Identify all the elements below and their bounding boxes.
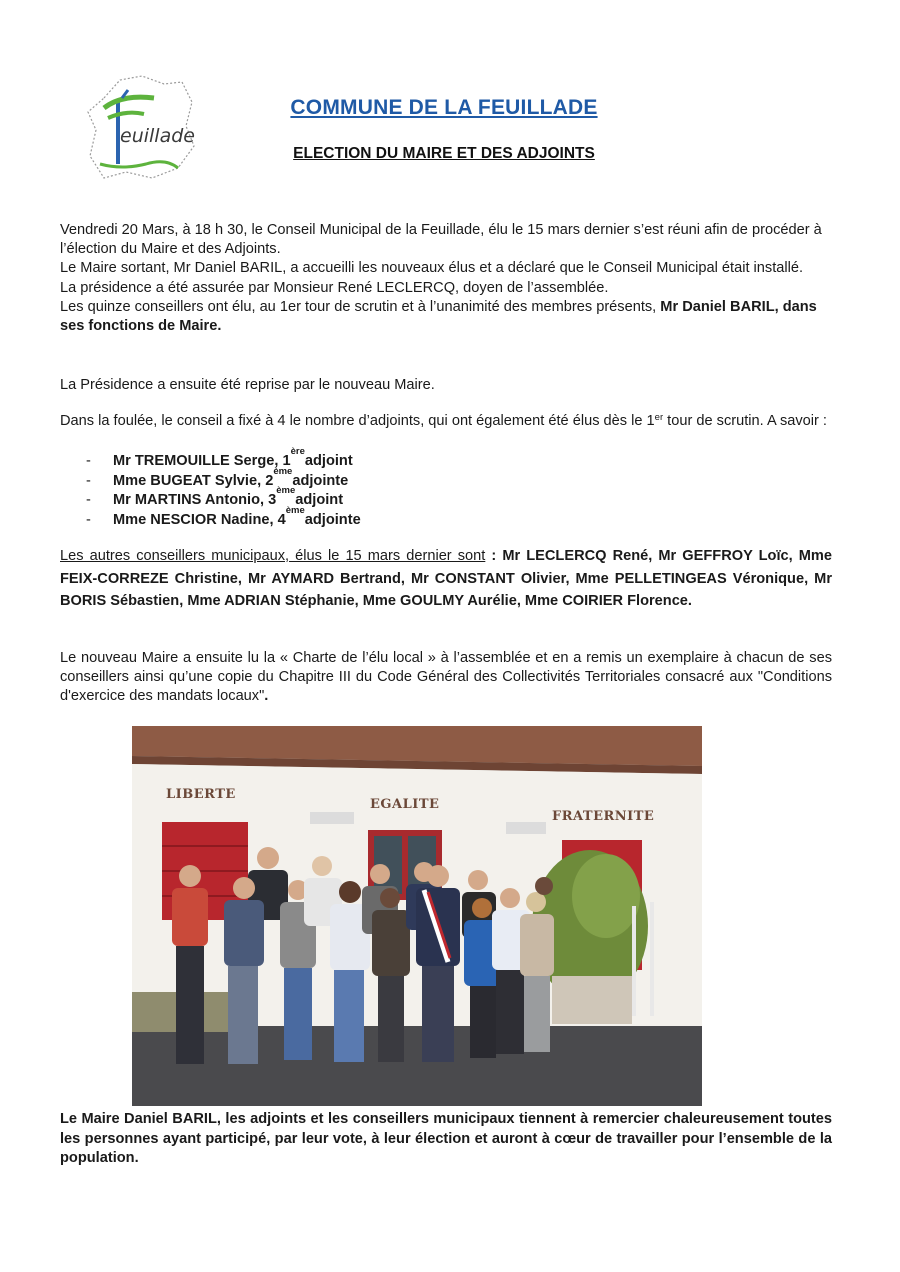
intro-line-2: Le Maire sortant, Mr Daniel BARIL, a accueilli les nouveaux élus et a déclaré que le Conseil Municipal était installé. bbox=[60, 260, 804, 277]
list-dash: - bbox=[86, 511, 91, 528]
adjoint-role: adjoint bbox=[304, 453, 353, 469]
charte-paragraph bbox=[60, 649, 832, 707]
conseillers-separator: : bbox=[485, 548, 503, 564]
presidence-paragraph: La Présidence a ensuite été reprise par le nouveau Maire. bbox=[60, 377, 435, 393]
page-title: COMMUNE DE LA FEUILLADE bbox=[290, 96, 598, 119]
adjoint-name: Mme BUGEAT Sylvie, 2 bbox=[113, 472, 274, 489]
list-item bbox=[86, 446, 361, 472]
list-dash: - bbox=[86, 472, 91, 489]
list-item bbox=[86, 485, 361, 511]
adjoint-sup: ème bbox=[276, 485, 296, 496]
charte-end: . bbox=[264, 688, 269, 705]
wall-word-fraternite: FRATERNITE bbox=[552, 809, 655, 824]
adjoint-name: Mr MARTINS Antonio, 3 bbox=[113, 492, 277, 508]
adjoint-sup: ème bbox=[273, 465, 293, 477]
wall-word-liberte: LIBERTE bbox=[166, 787, 236, 802]
intro-paragraph bbox=[60, 221, 832, 336]
conseillers-paragraph bbox=[60, 545, 832, 613]
adjoint-name: Mme NESCIOR Nadine, 4 bbox=[113, 511, 286, 528]
adjoint-sup: ère bbox=[290, 446, 305, 457]
adjoint-role: adjointe bbox=[292, 472, 349, 489]
intro-line-4-bold: Mr Daniel BARIL, dans ses fonctions de Maire. bbox=[60, 298, 817, 335]
group-photo-illustration bbox=[132, 726, 702, 1106]
list-item bbox=[86, 504, 361, 531]
closing-paragraph: Le Maire Daniel BARIL, les adjoints et les conseillers municipaux tiennent à remercier chaleureusement toutes les personnes ayant participé, par leur vote, à leur élection et auront à cœur de travailler pour l’ensemble de la population. bbox=[60, 1111, 832, 1167]
list-item bbox=[86, 465, 361, 492]
adjoints-intro-paragraph bbox=[60, 412, 832, 431]
conseillers-names: Mr LECLERCQ René, Mr GEFFROY Loïc, Mme FEIX-CORREZE Christine, Mr AYMARD Bertrand, Mr CONSTANT Olivier, Mme PELLETINGEAS Véronique, Mr BORIS Sébastien, Mme ADRIAN Stéphanie, Mme GOULMY Aurélie, Mme COIRIER Florence. bbox=[60, 548, 832, 610]
list-dash: - bbox=[86, 453, 91, 469]
page-subtitle: ELECTION DU MAIRE ET DES ADJOINTS bbox=[293, 145, 595, 162]
intro-line-1: Vendredi 20 Mars, à 18 h 30, le Conseil Municipal de la Feuillade, élu le 15 mars dernier s’est réuni afin de procéder à l’élection du Maire et des Adjoints. bbox=[60, 222, 822, 258]
group-photo bbox=[132, 726, 702, 1106]
logo-text: euillade bbox=[120, 125, 195, 147]
adjoint-name: Mr TREMOUILLE Serge, 1 bbox=[113, 453, 291, 469]
adjoints-intro-before: Dans la foulée, le conseil a fixé à 4 le nombre d’adjoints, qui ont également été élus dès le 1 bbox=[60, 413, 655, 429]
conseillers-label: Les autres conseillers municipaux, élus le 15 mars dernier sont bbox=[60, 548, 486, 564]
adjoints-intro-after: tour de scrutin. A savoir : bbox=[663, 413, 827, 429]
adjoints-list bbox=[86, 446, 361, 530]
adjoint-sup: ème bbox=[285, 504, 305, 516]
list-dash: - bbox=[86, 492, 91, 508]
adjoints-intro-sup: er bbox=[654, 412, 664, 423]
adjoint-role: adjointe bbox=[304, 511, 361, 528]
intro-line-4 bbox=[60, 298, 832, 336]
logo-graphic bbox=[82, 68, 200, 186]
adjoint-role: adjoint bbox=[295, 492, 344, 508]
charte-text: Le nouveau Maire a ensuite lu la « Charte de l’élu local » à l’assemblée et en a remis un exemplaire à chacun de ses conseillers ainsi qu’une copie du Chapitre III du Code Général des Collectivités Territoriales consacré aux "Conditions d'exercice des mandats locaux" bbox=[60, 650, 832, 705]
intro-line-3: La présidence a été assurée par Monsieur René LECLERCQ, doyen de l’assemblée. bbox=[60, 279, 609, 296]
wall-word-egalite: EGALITE bbox=[370, 797, 440, 812]
commune-logo bbox=[82, 68, 200, 186]
intro-line-4-text: Les quinze conseillers ont élu, au 1er tour de scrutin et à l’unanimité des membres présents, bbox=[60, 298, 661, 315]
